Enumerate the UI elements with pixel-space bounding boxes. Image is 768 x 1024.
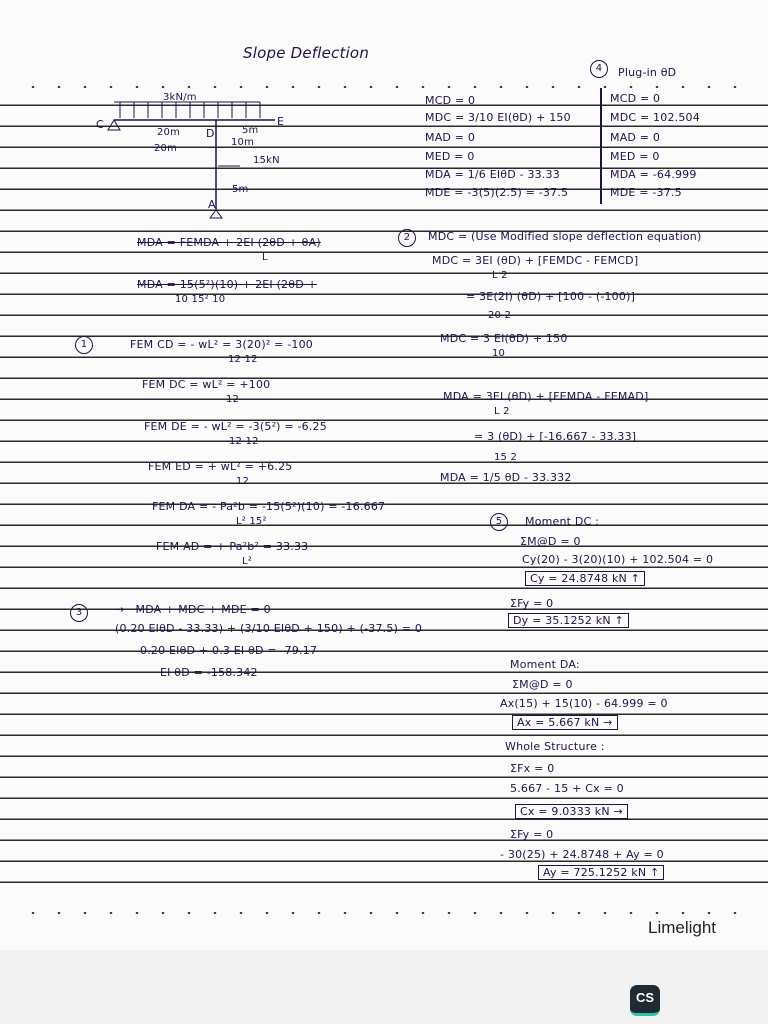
step2-line: MDA = 1/5 θD - 33.332: [440, 471, 572, 484]
struck-line: MDA = FEMDA + 2EI (2θD + θA): [137, 236, 321, 249]
page-title: Slope Deflection: [243, 44, 370, 62]
step5-heading: Moment DA:: [510, 658, 580, 671]
struck-line-denominator: L: [262, 252, 268, 263]
step4-header: Plug-in θD: [618, 66, 677, 79]
step2-line: MDC = (Use Modified slope deflection equation): [428, 230, 702, 243]
eq-line: MED = 0: [425, 150, 475, 163]
step5-line: ΣM@D = 0: [520, 535, 581, 548]
step4-line: MDA = -64.999: [610, 168, 697, 181]
step2-denominator: 20 2: [488, 310, 512, 321]
fem-denominator: 12 12: [229, 436, 259, 447]
node-a-label: A: [208, 198, 216, 211]
step2-denominator: L 2: [492, 270, 508, 281]
point-load-label: 15kN: [253, 155, 280, 166]
step3-result: EI θD = -158.342: [160, 666, 258, 679]
step3-line: 0.20 EIθD + 0.3 EI θD = -79.17: [140, 644, 318, 657]
fem-line: FEM ED = + wL² = +6.25: [148, 460, 293, 473]
dim-cd: 20m: [157, 127, 181, 138]
step4-line: MDE = -37.5: [610, 186, 682, 199]
step5-line: ΣFx = 0: [510, 762, 555, 775]
top-dotted-margin: [20, 86, 748, 88]
result-dy: Dy = 35.1252 kN ↑: [508, 613, 629, 628]
fem-denominator: 12: [226, 394, 240, 405]
struck-line: MDA = 15(5²)(10) + 2EI (2θD +: [137, 278, 317, 291]
step5-line: - 30(25) + 24.8748 + Ay = 0: [500, 848, 664, 861]
fem-denominator: 12: [236, 476, 250, 487]
step3-marker: 3: [70, 604, 88, 622]
result-cy: Cy = 24.8748 kN ↑: [525, 571, 645, 586]
step5-line: ΣM@D = 0: [512, 678, 573, 691]
fem-line: FEM DA = - Pa²b = -15(5²)(10) = -16.667: [152, 500, 386, 513]
step5-line: 5.667 - 15 + Cx = 0: [510, 782, 624, 795]
eq-line: MCD = 0: [425, 94, 476, 107]
step2-marker: 2: [398, 229, 416, 247]
eq-line: MDE = -3(5)(2.5) = -37.5: [425, 186, 569, 199]
fem-denominator: L²: [242, 556, 252, 567]
step5-line: Cy(20) - 3(20)(10) + 102.504 = 0: [522, 553, 714, 566]
step5-line: Ax(15) + 15(10) - 64.999 = 0: [500, 697, 668, 710]
step2-line: = 3 (θD) + [-16.667 - 33.33]: [474, 430, 637, 443]
step4-line: MDC = 102.504: [610, 111, 700, 124]
step4-line: MED = 0: [610, 150, 660, 163]
eq-line: MDC = 3/10 EI(θD) + 150: [425, 111, 571, 124]
step4-divider: [600, 88, 602, 204]
eq-line: MDA = 1/6 EIθD - 33.33: [425, 168, 560, 181]
fem-denominator: L² 15²: [236, 516, 267, 527]
eq-line: MAD = 0: [425, 131, 476, 144]
step3-line: → · MDA + MDC + MDE = 0: [115, 603, 271, 616]
step2-line: MDC = 3 EI(θD) + 150: [440, 332, 568, 345]
brand-watermark: Limelight: [648, 918, 717, 937]
fem-line: FEM CD = - wL² = 3(20)² = -100: [130, 338, 313, 351]
node-c-label: C: [96, 118, 104, 131]
step5-heading: Whole Structure :: [505, 740, 605, 753]
node-d-label: D: [206, 127, 215, 140]
step5-line: ΣFy = 0: [510, 597, 554, 610]
step5-line: ΣFy = 0: [510, 828, 554, 841]
step2-line: MDA = 3EI (θD) + [FEMDA - FEMAD]: [443, 390, 649, 403]
fem-denominator: 12 12: [228, 354, 258, 365]
step2-denominator: 10: [492, 348, 506, 359]
struck-line-denominator: 10 15² 10: [175, 294, 226, 305]
fem-line: FEM AD = + Pa²b² = 33.33: [156, 540, 309, 553]
step2-denominator: L 2: [494, 406, 510, 417]
dim-20m: 20m: [154, 143, 178, 154]
step2-denominator: 15 2: [494, 452, 518, 463]
result-ay: Ay = 725.1252 kN ↑: [538, 865, 664, 880]
step5-heading: Moment DC :: [525, 515, 600, 528]
step2-line: = 3E(2I) (θD) + [100 - (-100)]: [466, 290, 636, 303]
dim-5m: 5m: [232, 184, 249, 195]
step3-line: (0.20 EIθD - 33.33) + (3/10 EIθD + 150) + (-37.5) = 0: [115, 622, 423, 635]
load-label: 3kN/m: [163, 92, 197, 103]
step4-line: MCD = 0: [610, 92, 661, 105]
camscanner-logo-icon: CS: [630, 985, 660, 1016]
node-e-label: E: [277, 115, 285, 128]
step1-marker: 1: [75, 336, 93, 354]
result-cx: Cx = 9.0333 kN →: [515, 804, 628, 819]
step2-line: MDC = 3EI (θD) + [FEMDC - FEMCD]: [432, 254, 639, 267]
bottom-dotted-margin: [20, 912, 748, 914]
dim-de: 5m: [242, 125, 259, 136]
step5-marker: 5: [490, 513, 508, 531]
step4-line: MAD = 0: [610, 131, 661, 144]
fem-line: FEM DC = wL² = +100: [142, 378, 271, 391]
result-ax: Ax = 5.667 kN →: [512, 715, 618, 730]
step4-marker: 4: [590, 60, 608, 78]
dim-10m: 10m: [231, 137, 255, 148]
fem-line: FEM DE = - wL² = -3(5²) = -6.25: [144, 420, 327, 433]
